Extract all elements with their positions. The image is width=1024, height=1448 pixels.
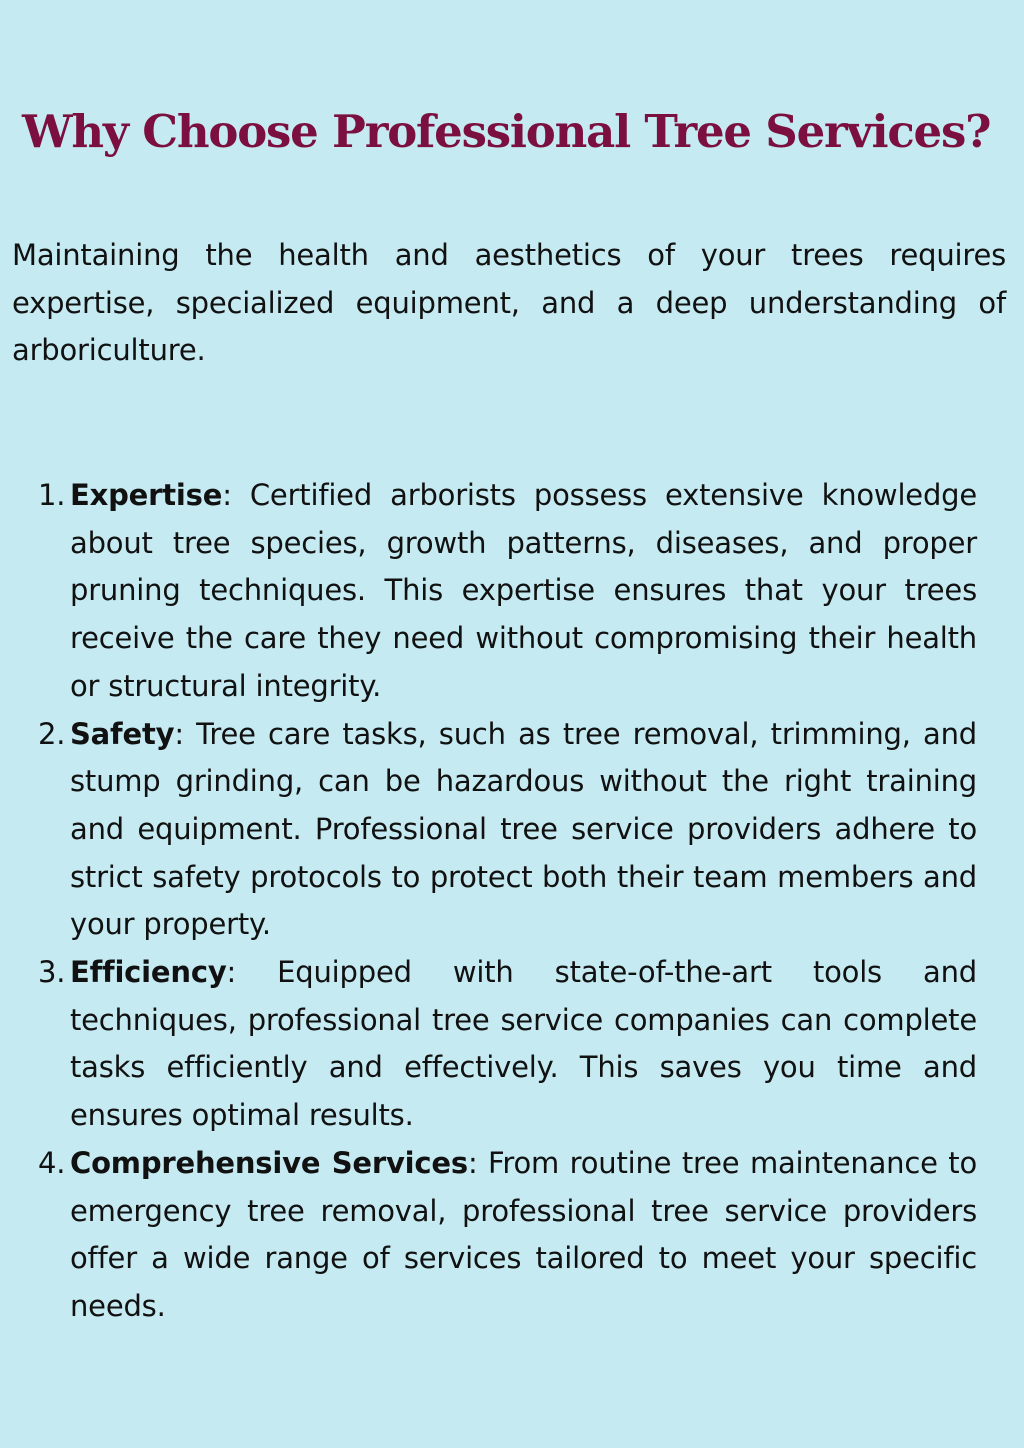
list-item-safety [0,711,977,950]
reasons-list [0,472,1024,1331]
list-number: 2. [38,716,66,751]
list-text: : From routine tree maintenance to emergency tree removal, professional tree service providers offer a wide range of services tailored to meet your specific needs. [70,1145,977,1323]
list-item-efficiency [0,949,977,1140]
intro-paragraph: Maintaining the health and aesthetics of your trees requires expertise, specialized equipment, and a deep understanding of arboriculture. [12,238,1006,368]
list-term: Comprehensive Services [70,1145,468,1180]
list-text: : Tree care tasks, such as tree removal, trimming, and stump grinding, can be hazardous without the right training and equipment. Professional tree service providers adhere to strict safety protocols to protect both their team members and your property. [70,716,977,942]
list-term: Safety [70,716,175,751]
list-text: : Certified arborists possess extensive knowledge about tree species, growth patterns, diseases, and proper pruning techniques. This expertise ensures that your trees receive the care they need without compromising their health or structural integrity. [70,478,977,703]
list-item-expertise [0,472,977,711]
list-item-comprehensive-services [0,1140,977,1331]
page-title: Why Choose Professional Tree Services? [22,105,991,158]
list-number: 1. [38,478,66,512]
list-term: Expertise [70,478,223,512]
list-text: : Equipped with state-of-the-art tools and techniques, professional tree service companies can complete tasks efficiently and effectively. This saves you time and ensures optimal results. [70,955,977,1133]
list-term: Efficiency [70,955,227,990]
list-number: 3. [38,955,66,990]
list-number: 4. [38,1145,66,1180]
